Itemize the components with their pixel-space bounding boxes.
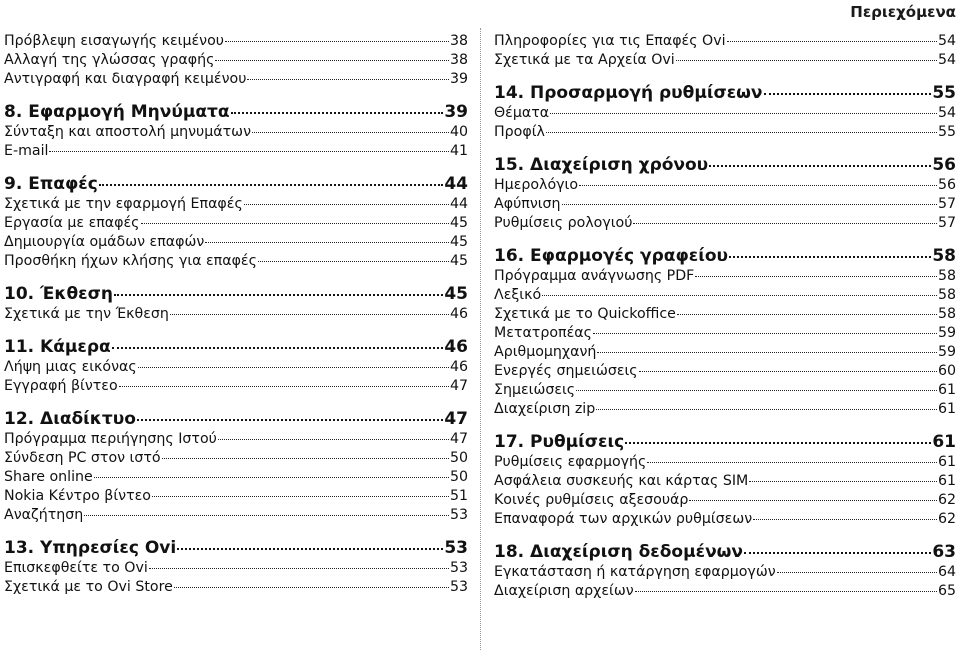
- toc-entry-title: Ενεργές σημειώσεις: [494, 363, 638, 379]
- toc-entry[interactable]: [494, 381, 956, 400]
- toc-entry[interactable]: [4, 487, 468, 506]
- toc-chapter-heading[interactable]: [494, 431, 956, 453]
- dot-leader: [252, 132, 449, 133]
- toc-entry[interactable]: [494, 195, 956, 214]
- dot-leader: [639, 371, 937, 372]
- section-gap: [494, 233, 956, 245]
- toc-entry[interactable]: [494, 453, 956, 472]
- dot-leader: [112, 347, 444, 349]
- toc-entry[interactable]: [4, 468, 468, 487]
- toc-entry[interactable]: [494, 400, 956, 419]
- toc-entry[interactable]: [4, 214, 468, 233]
- toc-page-number: 63: [932, 542, 956, 562]
- toc-entry-title: 17. Ρυθμίσεις: [494, 432, 625, 452]
- dot-leader: [49, 151, 448, 152]
- dot-leader: [170, 314, 449, 315]
- toc-entry[interactable]: [4, 377, 468, 396]
- column-divider: [480, 28, 481, 650]
- toc-page-number: 44: [449, 196, 468, 212]
- toc-entry-title: Σύνταξη και αποστολή μηνυμάτων: [4, 124, 251, 140]
- toc-chapter-heading[interactable]: [4, 537, 468, 559]
- toc-entry-title: Αναζήτηση: [4, 507, 84, 523]
- toc-entry-title: Λήψη μιας εικόνας: [4, 359, 137, 375]
- dot-leader: [174, 587, 449, 588]
- toc-page-number: 61: [932, 432, 956, 452]
- toc-entry-title: E-mail: [4, 143, 49, 159]
- toc-entry[interactable]: [4, 70, 468, 89]
- toc-entry[interactable]: [4, 358, 468, 377]
- toc-page-number: 53: [444, 538, 468, 558]
- dot-leader: [542, 295, 937, 296]
- section-gap: [4, 525, 468, 537]
- toc-entry-title: Πρόγραμμα περιήγησης Ιστού: [4, 431, 217, 447]
- toc-chapter-heading[interactable]: [4, 101, 468, 123]
- dot-leader: [695, 276, 937, 277]
- toc-page-number: 54: [937, 33, 956, 49]
- toc-entry-title: Διαχείριση zip: [494, 401, 596, 417]
- toc-entry[interactable]: [4, 559, 468, 578]
- toc-page-number: 45: [449, 253, 468, 269]
- toc-left-column: [4, 32, 468, 597]
- dot-leader: [114, 294, 443, 296]
- dot-leader: [99, 184, 444, 186]
- toc-entry-title: 12. Διαδίκτυο: [4, 409, 136, 429]
- toc-entry-title: Λεξικό: [494, 287, 542, 303]
- dot-leader: [162, 458, 449, 459]
- toc-page-number: 57: [937, 196, 956, 212]
- section-gap: [4, 89, 468, 101]
- toc-entry[interactable]: [4, 195, 468, 214]
- toc-page-number: 64: [937, 564, 956, 580]
- toc-entry-title: Ασφάλεια συσκευής και κάρτας SIM: [494, 473, 749, 489]
- toc-entry[interactable]: [494, 491, 956, 510]
- dot-leader: [177, 548, 443, 550]
- toc-page-number: 58: [932, 246, 956, 266]
- toc-entry[interactable]: [494, 123, 956, 142]
- dot-leader: [633, 223, 937, 224]
- dot-leader: [635, 591, 937, 592]
- toc-page-number: 50: [449, 469, 468, 485]
- toc-page-number: 40: [449, 124, 468, 140]
- dot-leader: [225, 41, 449, 42]
- dot-leader: [550, 113, 937, 114]
- dot-leader: [689, 500, 937, 501]
- toc-entry[interactable]: [4, 305, 468, 324]
- toc-page-number: 46: [449, 359, 468, 375]
- dot-leader: [258, 261, 449, 262]
- toc-entry-title: Ρυθμίσεις εφαρμογής: [494, 454, 647, 470]
- toc-entry[interactable]: [4, 123, 468, 142]
- toc-entry-title: 18. Διαχείριση δεδομένων: [494, 542, 744, 562]
- toc-entry-title: Αφύπνιση: [494, 196, 561, 212]
- dot-leader: [94, 477, 449, 478]
- toc-page-number: 53: [449, 560, 468, 576]
- toc-entry[interactable]: [494, 176, 956, 195]
- dot-leader: [152, 496, 449, 497]
- toc-entry-title: 10. Έκθεση: [4, 284, 113, 304]
- dot-leader: [727, 41, 937, 42]
- toc-entry[interactable]: [494, 472, 956, 491]
- toc-entry-title: 8. Εφαρμογή Μηνύματα: [4, 102, 230, 122]
- toc-page-number: 46: [444, 337, 468, 357]
- toc-entry-title: 13. Υπηρεσίες Ovi: [4, 538, 177, 558]
- toc-page-number: 58: [937, 306, 956, 322]
- toc-entry[interactable]: [4, 51, 468, 70]
- toc-entry-title: Εργασία με επαφές: [4, 215, 140, 231]
- toc-page-number: 61: [937, 473, 956, 489]
- toc-entry[interactable]: [4, 506, 468, 525]
- toc-page-number: 61: [937, 454, 956, 470]
- toc-entry-title: Διαχείριση αρχείων: [494, 583, 634, 599]
- toc-entry-title: Εγκατάσταση ή κατάργηση εφαρμογών: [494, 564, 776, 580]
- toc-entry-title: 11. Κάμερα: [4, 337, 111, 357]
- toc-page-number: 51: [449, 488, 468, 504]
- toc-entry[interactable]: [4, 430, 468, 449]
- toc-chapter-heading[interactable]: [494, 154, 956, 176]
- toc-entry-title: Προφίλ: [494, 124, 545, 140]
- toc-page-number: 56: [932, 155, 956, 175]
- toc-entry-title: Δημιουργία ομάδων επαφών: [4, 234, 205, 250]
- toc-page-number: 60: [937, 363, 956, 379]
- toc-entry[interactable]: [494, 104, 956, 123]
- toc-entry[interactable]: [494, 286, 956, 305]
- toc-page-number: 41: [449, 143, 468, 159]
- toc-page-number: 62: [937, 492, 956, 508]
- toc-entry-title: Πρόβλεψη εισαγωγής κειμένου: [4, 33, 224, 49]
- toc-entry[interactable]: [4, 142, 468, 161]
- dot-leader: [709, 165, 931, 167]
- section-title: Περιεχόμενα: [850, 3, 956, 21]
- toc-page-number: 47: [449, 378, 468, 394]
- dot-leader: [677, 314, 937, 315]
- dot-leader: [562, 204, 937, 205]
- toc-entry[interactable]: [494, 214, 956, 233]
- toc-page-number: 54: [937, 105, 956, 121]
- toc-page-number: 61: [937, 401, 956, 417]
- dot-leader: [149, 568, 449, 569]
- toc-entry[interactable]: [4, 233, 468, 252]
- section-gap: [494, 419, 956, 431]
- toc-page-number: 38: [449, 52, 468, 68]
- toc-entry[interactable]: [4, 578, 468, 597]
- toc-entry[interactable]: [494, 267, 956, 286]
- dot-leader: [597, 352, 937, 353]
- toc-page-number: 47: [449, 431, 468, 447]
- section-gap: [4, 271, 468, 283]
- toc-page-number: 47: [444, 409, 468, 429]
- toc-page-number: 45: [449, 234, 468, 250]
- toc-page-number: 55: [932, 83, 956, 103]
- toc-entry-title: Σημειώσεις: [494, 382, 576, 398]
- dot-leader: [119, 386, 449, 387]
- dot-leader: [676, 60, 937, 61]
- toc-page-number: 62: [937, 511, 956, 527]
- toc-entry-title: Σχετικά με την Έκθεση: [4, 306, 169, 322]
- toc-page-number: 46: [449, 306, 468, 322]
- dot-leader: [84, 515, 449, 516]
- toc-entry-title: Σχετικά με τα Αρχεία Ovi: [494, 52, 675, 68]
- toc-entry[interactable]: [494, 343, 956, 362]
- dot-leader: [764, 93, 932, 95]
- toc-page-number: 55: [937, 124, 956, 140]
- dot-leader: [625, 442, 931, 444]
- toc-entry[interactable]: [494, 51, 956, 70]
- toc-entry-title: 14. Προσαρμογή ρυθμίσεων: [494, 83, 763, 103]
- toc-entry-title: Σύνδεση PC στον ιστό: [4, 450, 161, 466]
- toc-entry-title: Επαναφορά των αρχικών ρυθμίσεων: [494, 511, 753, 527]
- toc-right-column: [494, 32, 956, 601]
- toc-chapter-heading[interactable]: [494, 82, 956, 104]
- toc-page-number: 39: [449, 71, 468, 87]
- section-gap: [494, 529, 956, 541]
- toc-entry-title: Nokia Κέντρο βίντεο: [4, 488, 151, 504]
- toc-entry-title: Αλλαγή της γλώσσας γραφής: [4, 52, 215, 68]
- toc-entry-title: Πληροφορίες για τις Επαφές Ovi: [494, 33, 726, 49]
- toc-entry-title: 16. Εφαρμογές γραφείου: [494, 246, 728, 266]
- toc-entry-title: Εγγραφή βίντεο: [4, 378, 118, 394]
- dot-leader: [576, 390, 937, 391]
- toc-page-number: 59: [937, 325, 956, 341]
- toc-entry[interactable]: [4, 252, 468, 271]
- toc-chapter-heading[interactable]: [4, 173, 468, 195]
- toc-entry[interactable]: [494, 563, 956, 582]
- toc-entry[interactable]: [494, 32, 956, 51]
- dot-leader: [546, 132, 937, 133]
- dot-leader: [729, 256, 931, 258]
- dot-leader: [593, 333, 937, 334]
- toc-page-number: 39: [444, 102, 468, 122]
- dot-leader: [141, 223, 449, 224]
- toc-page-number: 56: [937, 177, 956, 193]
- toc-entry[interactable]: [494, 324, 956, 343]
- toc-entry-title: 15. Διαχείριση χρόνου: [494, 155, 709, 175]
- toc-entry[interactable]: [4, 32, 468, 51]
- dot-leader: [753, 519, 937, 520]
- dot-leader: [218, 439, 449, 440]
- toc-entry[interactable]: [494, 510, 956, 529]
- section-gap: [4, 324, 468, 336]
- toc-entry-title: Θέματα: [494, 105, 550, 121]
- toc-page-number: 50: [449, 450, 468, 466]
- toc-entry-title: Αντιγραφή και διαγραφή κειμένου: [4, 71, 247, 87]
- toc-page-number: 58: [937, 287, 956, 303]
- toc-entry[interactable]: [494, 362, 956, 381]
- toc-entry-title: Πρόγραμμα ανάγνωσης PDF: [494, 268, 695, 284]
- toc-chapter-heading[interactable]: [4, 336, 468, 358]
- toc-entry-title: Αριθμομηχανή: [494, 344, 597, 360]
- toc-entry-title: Προσθήκη ήχων κλήσης για επαφές: [4, 253, 257, 269]
- dot-leader: [205, 242, 449, 243]
- dot-leader: [749, 481, 937, 482]
- toc-page-number: 65: [937, 583, 956, 599]
- toc-page-number: 53: [449, 507, 468, 523]
- toc-entry-title: Ρυθμίσεις ρολογιού: [494, 215, 633, 231]
- toc-entry-title: 9. Επαφές: [4, 174, 98, 194]
- toc-entry-title: Μετατροπέας: [494, 325, 592, 341]
- dot-leader: [215, 60, 449, 61]
- toc-page-number: 54: [937, 52, 956, 68]
- dot-leader: [138, 367, 449, 368]
- toc-entry[interactable]: [494, 582, 956, 601]
- toc-entry-title: Σχετικά με την εφαρμογή Επαφές: [4, 196, 243, 212]
- toc-page-number: 61: [937, 382, 956, 398]
- dot-leader: [777, 572, 937, 573]
- dot-leader: [744, 552, 931, 554]
- toc-chapter-heading[interactable]: [494, 245, 956, 267]
- dot-leader: [596, 409, 937, 410]
- dot-leader: [647, 462, 937, 463]
- toc-entry-title: Επισκεφθείτε το Ovi: [4, 560, 148, 576]
- toc-page-number: 58: [937, 268, 956, 284]
- toc-entry-title: Κοινές ρυθμίσεις αξεσουάρ: [494, 492, 689, 508]
- dot-leader: [137, 419, 443, 421]
- toc-chapter-heading[interactable]: [494, 541, 956, 563]
- toc-page-number: 44: [444, 174, 468, 194]
- toc-entry-title: Σχετικά με το Ovi Store: [4, 579, 173, 595]
- toc-entry-title: Ημερολόγιο: [494, 177, 579, 193]
- section-gap: [4, 396, 468, 408]
- dot-leader: [244, 204, 449, 205]
- toc-chapter-heading[interactable]: [4, 408, 468, 430]
- toc-entry[interactable]: [494, 305, 956, 324]
- dot-leader: [579, 185, 937, 186]
- section-gap: [494, 70, 956, 82]
- section-gap: [4, 161, 468, 173]
- toc-page-number: 38: [449, 33, 468, 49]
- toc-entry-title: Σχετικά με το Quickoffice: [494, 306, 676, 322]
- dot-leader: [231, 112, 444, 114]
- dot-leader: [247, 79, 449, 80]
- toc-page-number: 45: [444, 284, 468, 304]
- toc-entry[interactable]: [4, 449, 468, 468]
- toc-entry-title: Share online: [4, 469, 93, 485]
- toc-page-number: 57: [937, 215, 956, 231]
- section-gap: [494, 142, 956, 154]
- toc-page-number: 53: [449, 579, 468, 595]
- toc-page-number: 45: [449, 215, 468, 231]
- toc-chapter-heading[interactable]: [4, 283, 468, 305]
- toc-page-number: 59: [937, 344, 956, 360]
